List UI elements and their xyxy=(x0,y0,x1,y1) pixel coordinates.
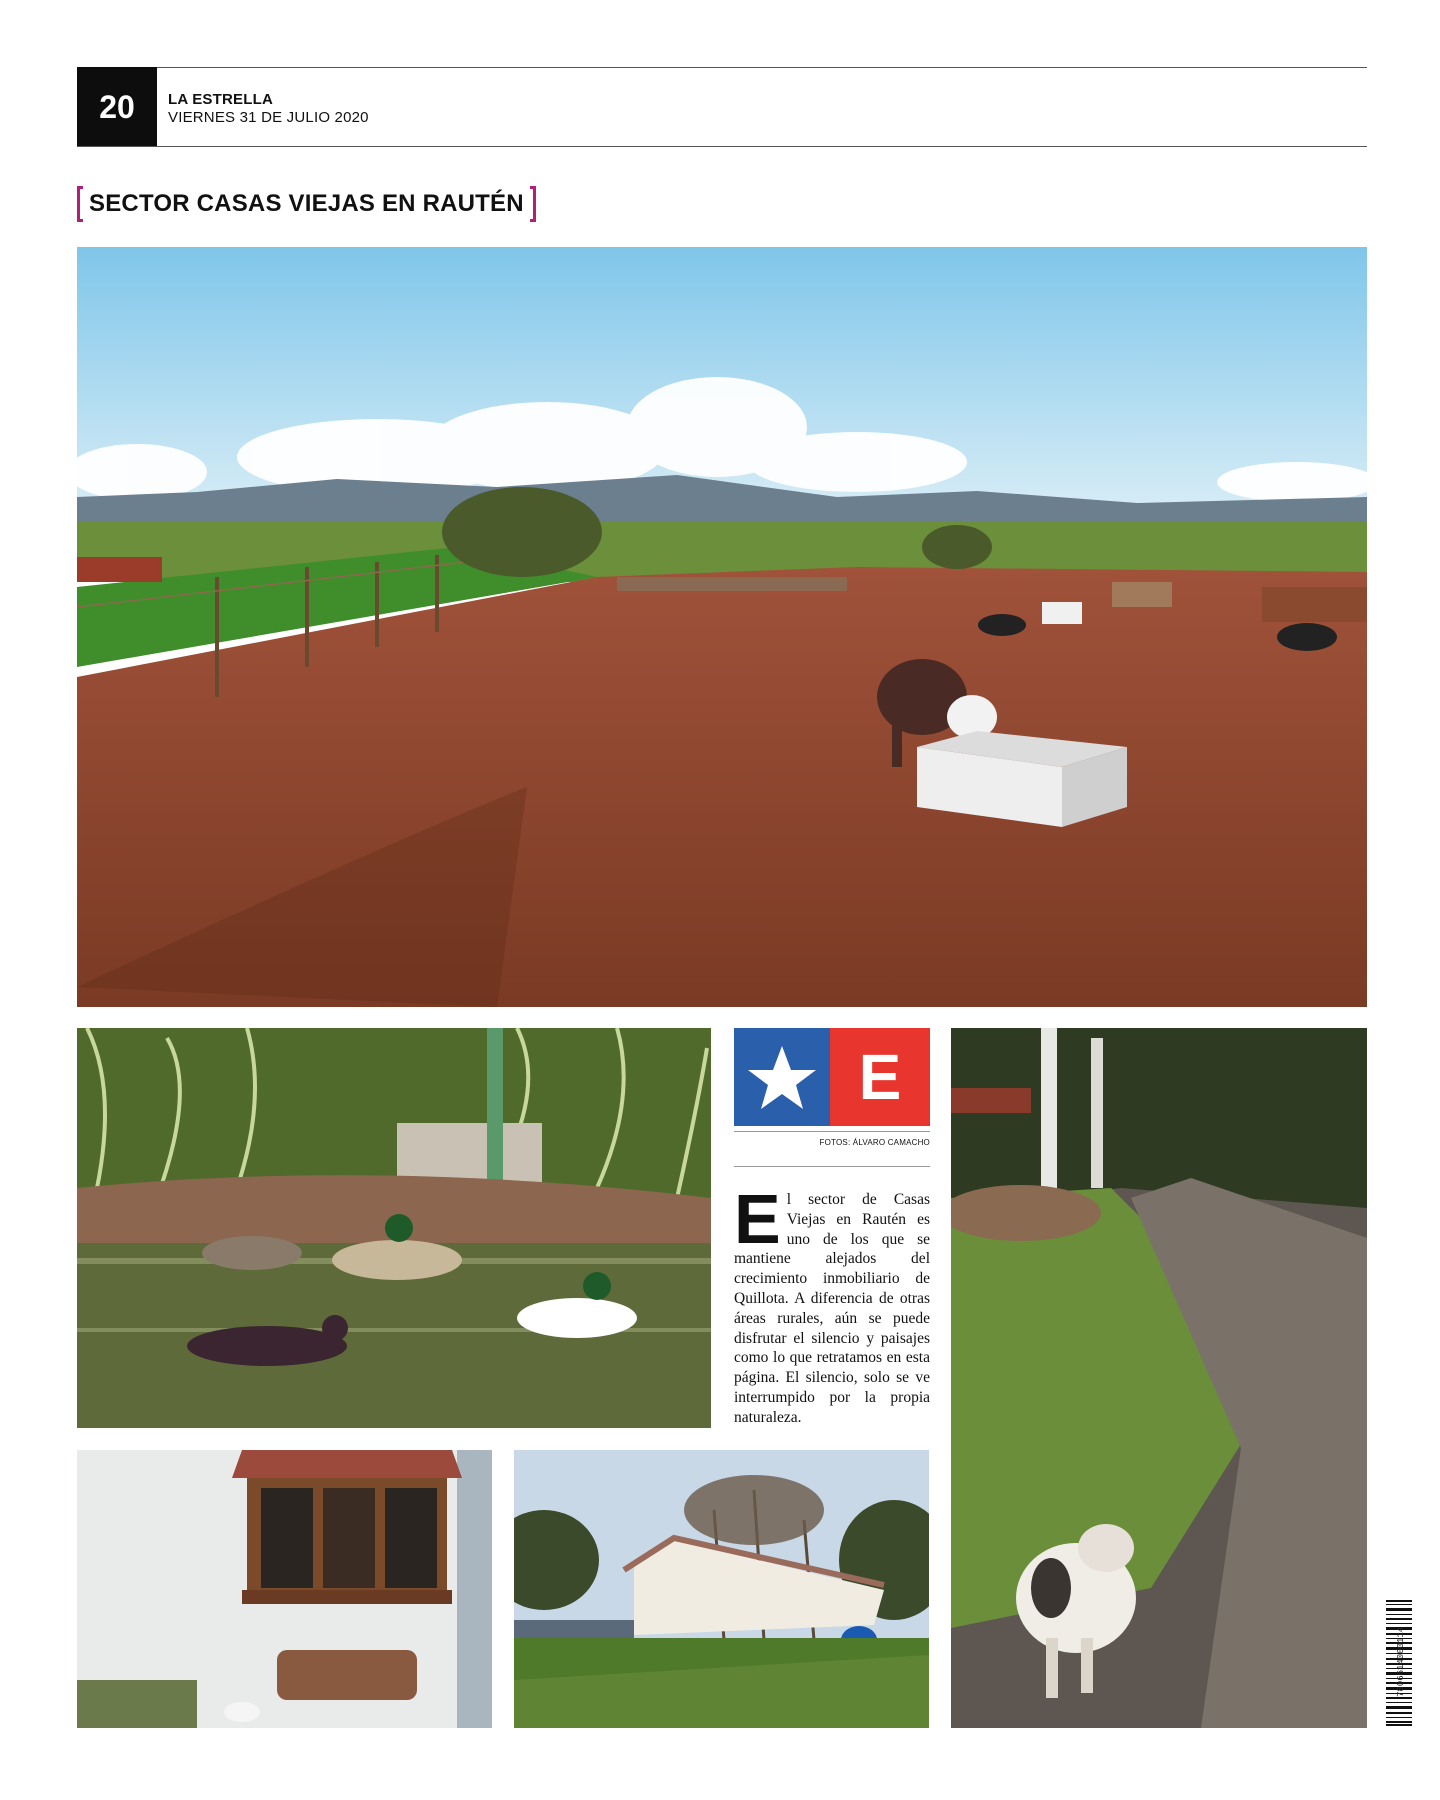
article-text: l sector de Casas Viejas en Rautén es uno de los que se mantiene alejados del crecimiento inmobiliario de Quillota. A diferencia de otras áreas rurales, aún se puede disfrutar el silencio y paisajes como lo que retratamos en esta página. El silencio, solo se ve interrumpido por la propia naturaleza. xyxy=(734,1191,930,1426)
newspaper-logo xyxy=(734,1028,930,1126)
barcode-number: 7806614000114 xyxy=(1396,1626,1406,1698)
top-rule xyxy=(77,67,1367,68)
credit-rule-top xyxy=(734,1131,930,1132)
page-number: 20 xyxy=(77,67,157,147)
article-body xyxy=(734,1180,930,1428)
bracket-right xyxy=(530,186,536,222)
photo-credit: FOTOS: ÁLVARO CAMACHO xyxy=(819,1138,930,1147)
section-title: SECTOR CASAS VIEJAS EN RAUTÉN xyxy=(89,190,524,217)
photo-ducks-pond xyxy=(77,1028,711,1428)
drop-cap: E xyxy=(734,1180,781,1258)
credit-rule-bottom xyxy=(734,1166,930,1167)
header-bottom-rule xyxy=(77,146,1367,147)
section-heading xyxy=(77,186,536,222)
star-panel xyxy=(734,1028,830,1126)
bracket-left xyxy=(77,186,83,222)
paper-name: LA ESTRELLA xyxy=(168,91,273,108)
photo-farm-field xyxy=(77,247,1367,1007)
photo-barn xyxy=(514,1450,929,1728)
logo-letter: E xyxy=(830,1028,930,1126)
star-icon xyxy=(734,1028,830,1126)
photo-hen-road xyxy=(951,1028,1367,1728)
issue-date: VIERNES 31 DE JULIO 2020 xyxy=(168,109,369,126)
photo-house-window xyxy=(77,1450,492,1728)
